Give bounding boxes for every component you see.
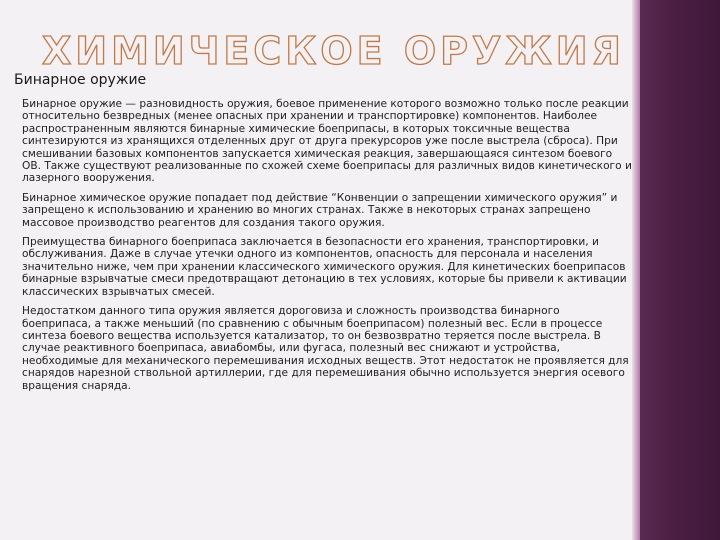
slide-subtitle: Бинарное оружие bbox=[14, 72, 147, 88]
paragraph-definition: Бинарное оружие — разновидность оружия, боевое применение которого возможно только после реакции относительно безвредных (менее опасных при хранении и транспортировке) компонентов. Наиболее распространенным являются бинарные химические боеприпасы, в которых токсичные вещества синтезируются из хранящихся отделенных друг от друга прекурсоров уже после выстрела (сброса). При смешивании базовых компонентов запускается химическая реакция, завершающаяся синтезом боевого ОВ. Также существуют реализованные по схожей схеме боеприпасы для различных видов кинетического и лазерного вооружения. bbox=[22, 98, 632, 185]
slide-title: ХИМИЧЕСКОЕ ОРУЖИЯ bbox=[42, 29, 625, 73]
paragraph-disadvantages: Недостатком данного типа оружия является дороговиза и сложность производства бинарного боеприпаса, а также меньший (по сравнению с обычным боеприпасом) полезный вес. Если в процессе синтеза боевого вещества используется катализатор, то он безвозвратно теряется после выстрела. В случае реактивного боеприпаса, авиабомбы, или фугаса, полезный вес снижают и устройства, необходимые для механического перемешивания исходных веществ. Этот недостаток не проявляется для снарядов нарезной ствольной артиллерии, где для перемешивания обычно используется энергия осевого вращения снаряда. bbox=[22, 305, 629, 392]
side-band-edge bbox=[632, 0, 640, 540]
paragraph-advantages: Преимущества бинарного боеприпаса заключается в безопасности его хранения, транспортировки, и обслуживания. Даже в случае утечки одного из компонентов, опасность для персонала и населения значительно ниже, чем при хранении классического химического оружия. Для кинетических боеприпасов бинарные взрывчатые смеси предотвращают детонацию в тех условиях, которые бы привели к активации классических взрывчатых смесей. bbox=[22, 236, 627, 298]
side-band bbox=[640, 0, 720, 540]
body-text bbox=[22, 98, 632, 399]
paragraph-convention: Бинарное химическое оружие попадает под действие “Конвенции о запрещении химического оружия” и запрещено к использованию и хранению во многих странах. Также в некоторых странах запрещено массовое производство реагентов для создания такого оружия. bbox=[22, 191, 618, 229]
